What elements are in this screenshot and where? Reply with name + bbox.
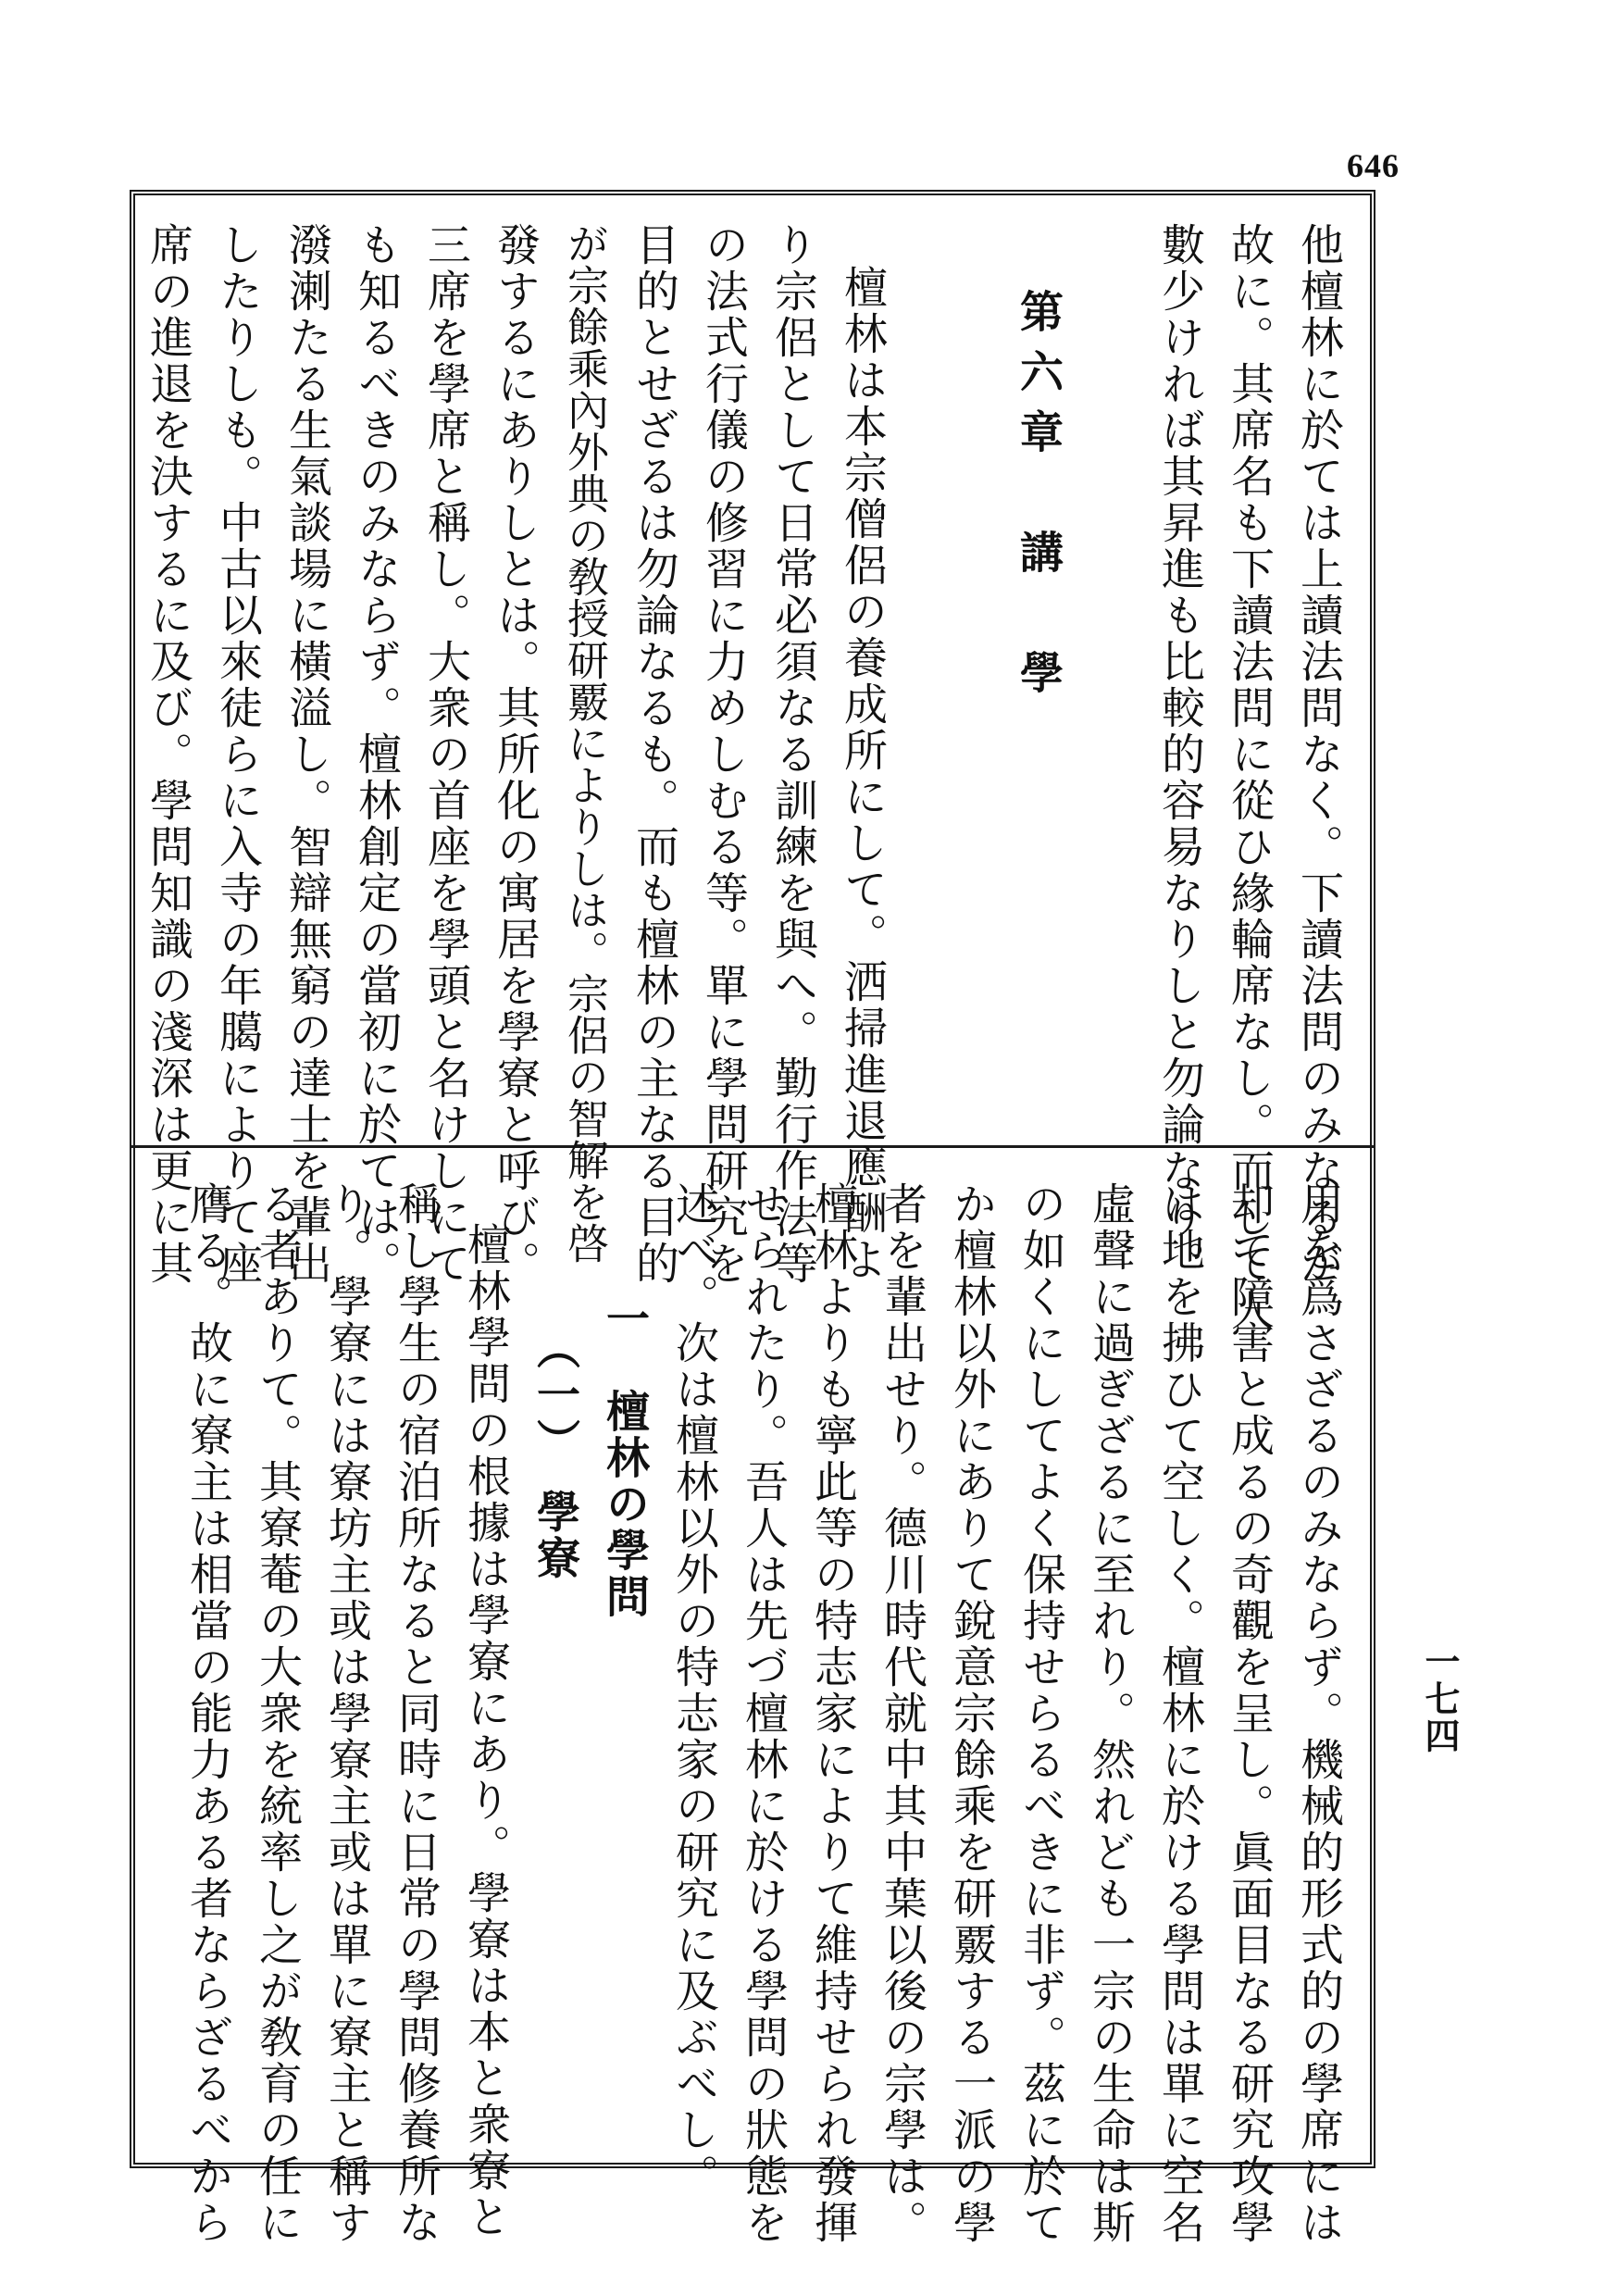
text-line: る者ありて。其寮菴の大衆を統率し之が敎育の任に [252,1181,303,2246]
section-title: 一 檀林の學問 [599,1296,650,1620]
page-number: 646 [1347,147,1400,184]
text-line: 稱し學生の宿泊所なると同時に日常の學問修養所な [391,1181,442,2246]
text-line: 膺る。故に寮主は相當の能力ある者ならざるべから [182,1181,233,2246]
text-line: 故に。其席名も下讀法問に從ひ緣輪席なし。而して人 [1224,222,1275,1333]
text-line: り。學寮には寮坊主或は學寮主或は單に寮主と稱す [321,1181,372,2246]
text-line: 發するにありしとは。其所化の寓居を學寮と呼び。 [490,222,541,1287]
text-line: 他檀林に於ては上讀法問なく。下讀法問のみなるが [1293,222,1344,1287]
text-line: 却て障害と成るの奇觀を呈し。眞面目なる研究攻學 [1224,1181,1275,2246]
text-line: したりしも。中古以來徒らに入寺の年臈によりて座 [212,222,263,1287]
text-line: 檀林よりも寧此等の特志家によりて維持せられ發揮 [807,1181,858,2246]
text-line: り宗侶として日常必須なる訓練を與へ。勤行作法等 [767,222,818,1287]
text-line: 數少ければ其昇進も比較的容易なりしと勿論なり。 [1154,222,1205,1287]
text-line: 述べ。次は檀林以外の特志家の研究に及ぶべし。 [668,1181,719,2200]
text-line: か檀林以外にありて銳意宗餘乘を研覈する一派の學 [946,1181,997,2246]
text-line: の法式行儀の修習に力めしむる等。單に學問研究を [698,222,749,1287]
text-line: 虛聲に過ぎざるに至れり。然れども一宗の生命は斯 [1085,1181,1136,2246]
text-line: 檀林學問の根據は學寮にあり。學寮は本と衆寮と [460,1222,511,2240]
text-line: 者を輩出せり。德川時代就中其中葉以後の宗學は。 [877,1181,927,2246]
text-line: せられたり。吾人は先づ檀林に於ける學問の狀態を [738,1181,789,2246]
text-line: は地を拂ひて空しく。檀林に於ける學問は單に空名 [1154,1181,1205,2246]
text-line: が宗餘乘內外典の敎授研覈によりしは。宗侶の智解を啓 [560,222,609,1264]
text-line: も知るべきのみならず。檀林創定の當初に於ては。 [351,222,402,1287]
text-line: 用を爲さざるのみならず。機械的形式的の學席には [1293,1181,1344,2246]
text-line: 目的とせざるは勿論なるも。而も檀林の主なる目的 [629,222,679,1287]
text-line: 潑溂たる生氣談場に橫溢し。智辯無窮の達士を輩出 [281,222,332,1287]
subsection-title: （一） 學寮 [529,1326,580,1582]
text-line: 席の進退を決するに及び。學問知識の淺深は更に其 [143,222,193,1287]
text-line: 檀林は本宗僧侶の養成所にして。洒掃進退應酬よ [837,265,888,1283]
chapter-title: 第六章 講 學 [1013,289,1064,710]
text-line: 三席を學席と稱し。大衆の首座を學頭と名けしにて [420,222,471,1287]
folio-number: 一七四 [1419,1643,1461,1754]
text-line: の如くにしてよく保持せらるべきに非ず。茲に於て [1015,1181,1066,2246]
